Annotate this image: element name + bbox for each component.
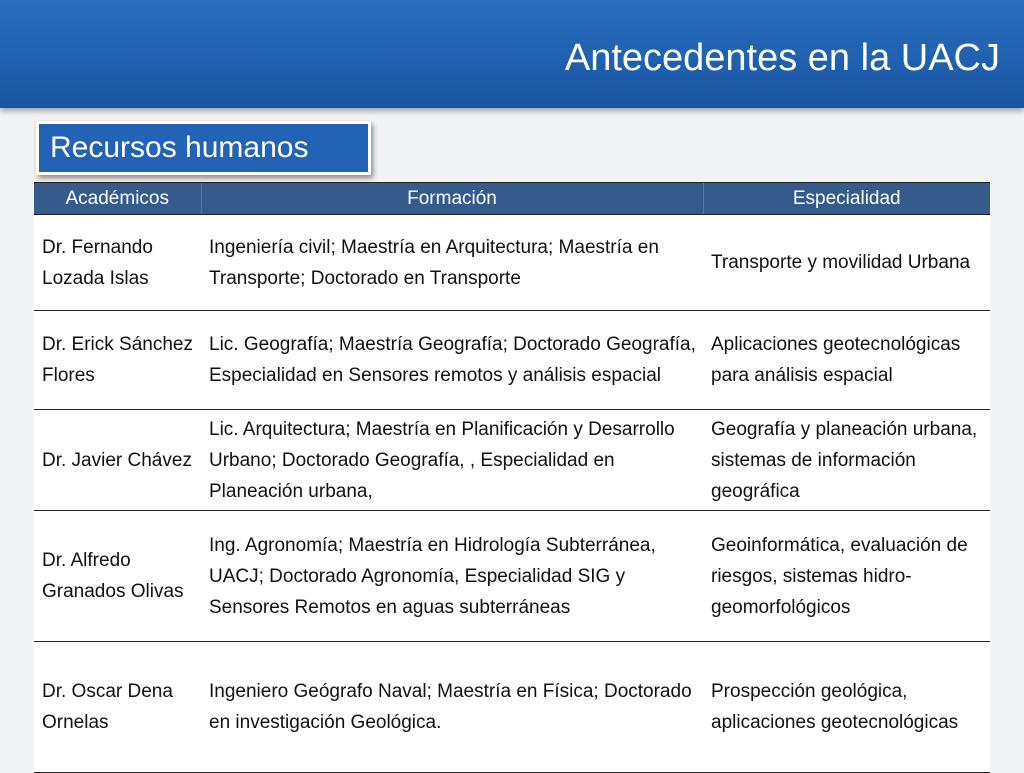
cell-training: Ingeniero Geógrafo Naval; Maestría en Física; Doctorado en investigación Geológica. [201,642,703,773]
table-row [34,410,990,511]
cell-training: Ingeniería civil; Maestría en Arquitectura; Maestría en Transporte; Doctorado en Transporte [201,215,703,311]
cell-specialty: Transporte y movilidad Urbana [703,215,990,311]
cell-training: Lic. Arquitectura; Maestría en Planificación y Desarrollo Urbano; Doctorado Geografía, , Especialidad en Planeación urbana, [201,410,703,511]
table-header-row [34,183,990,215]
table-row [34,642,990,773]
column-header-training: Formación [201,183,703,215]
cell-specialty: Prospección geológica, aplicaciones geotecnológicas [703,642,990,773]
cell-name: Dr. Javier Chávez [34,410,201,511]
staff-table [34,182,990,773]
page-title: Antecedentes en la UACJ [564,37,1000,79]
column-header-academics: Académicos [34,183,201,215]
cell-name: Dr. Fernando Lozada Islas [34,215,201,311]
cell-name: Dr. Alfredo Granados Olivas [34,511,201,642]
cell-specialty: Aplicaciones geotecnológicas para análisis espacial [703,311,990,410]
cell-specialty: Geografía y planeación urbana, sistemas de información geográfica [703,410,990,511]
column-header-specialty: Especialidad [703,183,990,215]
cell-specialty: Geoinformática, evaluación de riesgos, sistemas hidro-geomorfológicos [703,511,990,642]
table-row [34,311,990,410]
cell-name: Dr. Erick Sánchez Flores [34,311,201,410]
cell-name: Dr. Oscar Dena Ornelas [34,642,201,773]
table-row [34,215,990,311]
section-label: Recursos humanos [36,121,371,175]
cell-training: Lic. Geografía; Maestría Geografía; Doctorado Geografía, Especialidad en Sensores remotos y análisis espacial [201,311,703,410]
cell-training: Ing. Agronomía; Maestría en Hidrología Subterránea, UACJ; Doctorado Agronomía, Especialidad SIG y Sensores Remotos en aguas subterráneas [201,511,703,642]
table-row [34,511,990,642]
